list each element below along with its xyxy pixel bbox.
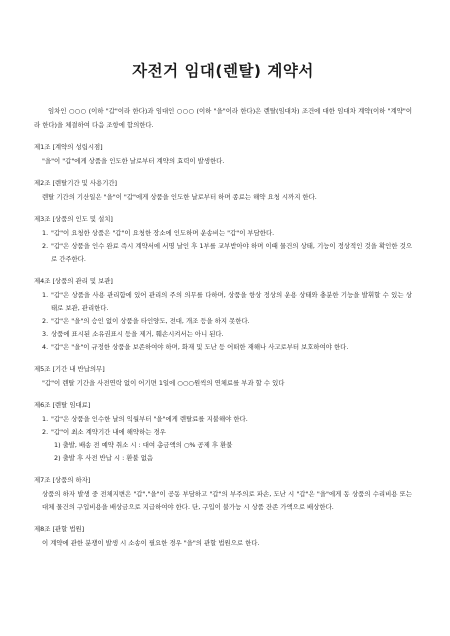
list-item [34, 315, 412, 328]
item-number: 2. [42, 428, 49, 436]
article-8 [34, 523, 412, 550]
sub-item: 2) 출발 후 사전 반납 시 : 환불 없음 [54, 454, 154, 462]
item-text: "갑"이 요청한 상품은 "갑"이 요청한 장소에 인도하며 운송비는 "갑"이 부담한다. [51, 229, 275, 237]
article-title: 제3조 [상품의 인도 및 설치] [34, 215, 113, 223]
item-number: 1. [42, 415, 49, 423]
list-item [34, 426, 412, 439]
article-title: 제7조 [상품의 하자] [34, 476, 91, 484]
article-title: 제2조 [렌탈기간 및 사용기간] [34, 179, 118, 187]
article-title: 제4조 [상품의 관리 및 보관] [34, 277, 113, 285]
sub-item: 1) 출발, 배송 전 예약 취소 시 : 대여 총금액의 ○% 공제 후 환불 [54, 441, 233, 449]
item-text: "갑"은 "을"이 규정한 상품을 보존하여야 하며, 화재 및 도난 등 어떠한 재해나 사고로부터 보호하여야 한다. [51, 343, 349, 351]
article-title: 제8조 [관할 법원] [34, 525, 85, 533]
list-item [34, 328, 412, 341]
article-5 [34, 363, 412, 390]
item-text: "갑"은 상품을 인수한 날의 익월부터 "을"에게 렌탈료를 지불해야 한다. [51, 415, 248, 423]
article-item-list [34, 227, 412, 266]
item-text: "갑"이 최소 계약기간 내에 해약하는 경우 [51, 428, 166, 436]
intro-paragraph: 임차인 ○○○ (이하 "갑"이라 한다)과 임대인 ○○○ (이하 "을"이라 한다)은 렌탈(임대차) 조건에 대한 임대차 계약(이하 "계약"이라 한다)을 체결하여 다음 조항에 합의한다. [34, 107, 412, 129]
list-item [34, 240, 412, 266]
article-6 [34, 399, 412, 465]
article-title: 제6조 [렌탈 임대료] [34, 401, 91, 409]
item-text: "갑"은 상품을 사용 관리함에 있어 관리의 주의 의무를 다하며, 상품을 항상 정상의 운용 상태와 충분한 기능을 발휘할 수 있는 상태로 보관, 관리한다. [51, 291, 412, 312]
item-number: 1. [42, 291, 49, 299]
item-text: "갑"은 상품을 인수 완료 즉시 계약서에 서명 날인 후 1부를 교부받아야 하며 이때 물건의 상태, 기능이 정상적인 것을 확인한 것으로 간주한다. [51, 242, 412, 263]
article-4 [34, 275, 412, 354]
item-number: 4. [42, 343, 49, 351]
article-body: 상품의 하자 발생 중 전체지변은 "갑","을"이 공동 부담하고 "갑"의 부주의로 파손, 도난 시 "갑"은 "을"에게 동 상품의 수리비용 또는 대체 물건의 구입비용을 배상금으로 지급하여야 한다. 단, 구입이 불가능 시 상품 잔존 가액으로 배상한다. [42, 490, 412, 511]
article-body: "을"이 "갑"에게 상품을 인도한 날로부터 계약의 효력이 발생한다. [42, 157, 225, 165]
item-number: 1. [42, 229, 49, 237]
list-item [34, 413, 412, 426]
article-1 [34, 141, 412, 168]
article-7 [34, 474, 412, 514]
article-2 [34, 177, 412, 204]
article-body: 이 계약에 관한 분쟁이 발생 시 소송이 필요한 경우 "을"의 관할 법원으로 한다. [42, 539, 260, 547]
document-title: 자전거 임대(렌탈) 계약서 [132, 62, 314, 80]
item-number: 2. [42, 242, 49, 250]
article-body: "갑"이 렌탈 기간을 사전연락 없이 어기면 1일에 ○○○원씩의 연체료를 부과 할 수 있다 [42, 379, 285, 387]
article-item-list [34, 413, 412, 465]
item-number: 3. [42, 330, 49, 338]
article-title: 제1조 [계약의 성립시점] [34, 143, 103, 151]
item-text: 상품에 표시된 소유권표시 등을 제거, 훼손시켜서는 아니 된다. [51, 330, 224, 338]
item-text: "갑"은 "을"의 승인 없이 상품을 타인양도, 전대, 개조 등을 하지 못한다. [51, 317, 250, 325]
article-title: 제5조 [기간 내 반납의무] [34, 365, 105, 373]
list-item [34, 289, 412, 315]
item-number: 2. [42, 317, 49, 325]
article-3 [34, 213, 412, 266]
list-item [34, 227, 412, 240]
article-item-list [34, 289, 412, 354]
article-body: 렌탈 기간의 기산일은 "을"이 "갑"에게 상품을 인도한 날로부터 하며 종료는 해약 요청 시까지 한다. [42, 193, 317, 201]
list-item [34, 341, 412, 354]
